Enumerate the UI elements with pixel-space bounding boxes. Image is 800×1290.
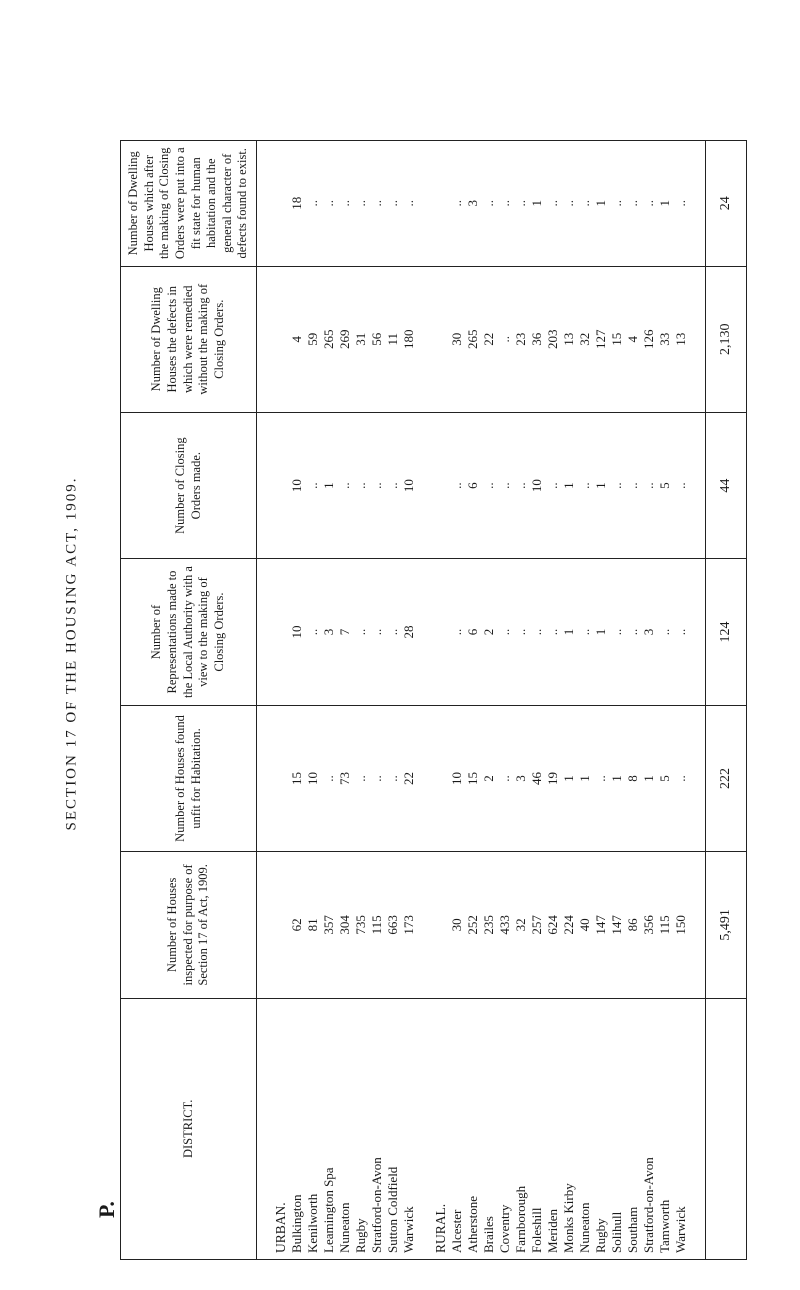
table-cell: 8: [625, 775, 640, 782]
table-cell: 3: [641, 628, 656, 636]
district-name: Kenilworth: [305, 1193, 320, 1253]
table-cell: 265: [465, 329, 480, 349]
group-spacer: [433, 565, 449, 698]
group-spacer: [433, 858, 449, 991]
table-cell: 1: [561, 482, 576, 489]
table-cell: 23: [513, 332, 528, 346]
group-spacer: [273, 147, 289, 260]
table-cell: ..: [497, 200, 512, 207]
table-cell: ..: [305, 200, 320, 207]
header-closing-orders: Number of Closing Orders made.: [121, 412, 257, 558]
table-cell: 28: [401, 625, 416, 639]
group-gap: [417, 147, 433, 260]
district-name: Meriden: [545, 1208, 560, 1253]
table-cell: 22: [481, 332, 496, 346]
header-made-fit: Number of Dwelling Houses which after the making of Closing Orders were put into a fit state for human habitation and the general character of defects found to exist.: [121, 141, 257, 267]
table-cell: 150: [673, 915, 688, 935]
spacer: [257, 565, 273, 698]
table-cell: 357: [321, 915, 336, 935]
total-closing-orders: 44: [706, 412, 747, 558]
table-cell: ..: [321, 775, 336, 782]
table-cell: 10: [289, 479, 304, 493]
table-cell: 252: [465, 915, 480, 935]
group-gap: [417, 1005, 433, 1253]
table-cell: 1: [577, 775, 592, 782]
table-cell: 7: [337, 628, 352, 636]
table-cell: 81: [305, 918, 320, 932]
table-cell: ..: [577, 628, 592, 636]
table-cell: 86: [625, 918, 640, 932]
group-spacer: [433, 147, 449, 260]
table-cell: ..: [625, 482, 640, 489]
table-cell: 5: [657, 775, 672, 782]
group-gap: [417, 565, 433, 698]
table-cell: 10: [449, 771, 464, 785]
group-spacer: [273, 712, 289, 845]
table-cell: 624: [545, 915, 560, 935]
total-made-fit: 24: [706, 141, 747, 267]
table-cell: ..: [481, 482, 496, 489]
table-cell: 31: [353, 332, 368, 346]
table-cell: 30: [449, 332, 464, 346]
table-cell: ..: [449, 200, 464, 207]
district-name: Nuneaton: [337, 1202, 352, 1253]
table-cell: 1: [321, 482, 336, 489]
table-cell: 735: [353, 915, 368, 935]
housing-table-wrapper: [120, 140, 734, 1260]
group-spacer: [273, 273, 289, 406]
table-cell: 15: [465, 771, 480, 785]
table-cell: 1: [593, 200, 608, 207]
district-name: Solihull: [609, 1211, 624, 1253]
group-gap: [689, 712, 705, 845]
district-name: Warwick: [401, 1206, 416, 1253]
table-cell: 10: [401, 479, 416, 493]
table-cell: ..: [385, 775, 400, 782]
table-cell: ..: [641, 200, 656, 207]
total-inspected: 5,491: [706, 852, 747, 998]
table-cell: 56: [369, 332, 384, 346]
table-cell: ..: [513, 200, 528, 207]
district-name: Alcester: [449, 1209, 464, 1253]
group-gap: [689, 273, 705, 406]
table-cell: ..: [369, 775, 384, 782]
spacer: [257, 712, 273, 845]
table-cell: 1: [561, 628, 576, 636]
group-spacer: [433, 273, 449, 406]
table-cell: 13: [673, 332, 688, 346]
table-cell: 173: [401, 915, 416, 935]
group-gap: [417, 712, 433, 845]
district-name: Rugby: [353, 1218, 368, 1253]
totals-row: [706, 141, 747, 1260]
district-name: Stratford-on-Avon: [641, 1157, 656, 1253]
district-name: Leamington Spa: [321, 1167, 336, 1253]
group-label: RURAL.: [433, 1203, 448, 1253]
group-spacer: [273, 419, 289, 552]
table-cell: ..: [369, 628, 384, 636]
table-cell: 1: [609, 775, 624, 782]
table-cell: ..: [353, 775, 368, 782]
table-cell: 180: [401, 329, 416, 349]
table-cell: 22: [401, 771, 416, 785]
group-spacer: [273, 858, 289, 991]
header-row: [121, 141, 257, 1260]
table-cell: 1: [593, 628, 608, 636]
table-cell: 2: [481, 775, 496, 782]
table-cell: ..: [481, 200, 496, 207]
table-cell: 5: [657, 482, 672, 489]
table-cell: ..: [497, 482, 512, 489]
table-cell: 147: [593, 915, 608, 935]
table-cell: ..: [497, 335, 512, 343]
spacer: [257, 419, 273, 552]
header-remedied: Number of Dwelling Houses the defects in which were remedied without the making of Closing Orders.: [121, 266, 257, 412]
table-cell: 3: [321, 628, 336, 636]
district-name: Nuneaton: [577, 1202, 592, 1253]
district-name: Brailes: [481, 1216, 496, 1253]
table-cell: 269: [337, 329, 352, 349]
table-cell: 1: [641, 775, 656, 782]
group-gap: [689, 565, 705, 698]
table-cell: 147: [609, 915, 624, 935]
table-cell: ..: [529, 628, 544, 636]
table-cell: ..: [449, 628, 464, 636]
table-cell: 40: [577, 918, 592, 932]
table-cell: 10: [289, 625, 304, 639]
table-cell: ..: [497, 775, 512, 782]
table-cell: ..: [385, 628, 400, 636]
table-cell: 1: [561, 775, 576, 782]
header-inspected: Number of Houses inspected for purpose of Section 17 of Act, 1909.: [121, 852, 257, 998]
table-cell: ..: [545, 628, 560, 636]
representations-column: [257, 559, 706, 705]
table-cell: ..: [401, 200, 416, 207]
unfit-column: [257, 705, 706, 851]
table-cell: 6: [465, 628, 480, 636]
table-cell: 46: [529, 771, 544, 785]
table-cell: 235: [481, 915, 496, 935]
table-cell: 115: [657, 915, 672, 935]
table-cell: ..: [609, 628, 624, 636]
table-cell: 15: [609, 332, 624, 346]
district-name: Farnborough: [513, 1185, 528, 1253]
table-cell: ..: [673, 628, 688, 636]
district-name: Rugby: [593, 1218, 608, 1253]
table-cell: ..: [369, 200, 384, 207]
closing-orders-column: [257, 412, 706, 558]
table-cell: 2: [481, 628, 496, 636]
table-cell: 203: [545, 329, 560, 349]
table-cell: ..: [577, 482, 592, 489]
table-cell: ..: [385, 482, 400, 489]
table-cell: 115: [369, 915, 384, 935]
table-cell: 36: [529, 332, 544, 346]
table-cell: ..: [673, 775, 688, 782]
table-cell: ..: [353, 628, 368, 636]
table-cell: ..: [625, 200, 640, 207]
table-cell: 30: [449, 918, 464, 932]
header-unfit: Number of Houses found unfit for Habitation.: [121, 705, 257, 851]
table-cell: 33: [657, 332, 672, 346]
table-cell: 13: [561, 332, 576, 346]
header-representations: Number of Representations made to the Local Authority with a view to the making of Closing Orders.: [121, 559, 257, 705]
table-cell: ..: [385, 200, 400, 207]
group-gap: [417, 419, 433, 552]
table-cell: ..: [337, 482, 352, 489]
district-name: Warwick: [673, 1206, 688, 1253]
district-name: Monks Kirby: [561, 1183, 576, 1253]
table-cell: 32: [513, 918, 528, 932]
table-cell: 18: [289, 196, 304, 210]
table-cell: ..: [449, 482, 464, 489]
table-cell: ..: [625, 628, 640, 636]
table-cell: ..: [305, 628, 320, 636]
table-cell: 224: [561, 915, 576, 935]
header-district: DISTRICT.: [121, 998, 257, 1259]
group-label: URBAN.: [273, 1202, 288, 1253]
table-cell: 3: [465, 200, 480, 207]
table-cell: 15: [289, 771, 304, 785]
table-cell: 10: [529, 479, 544, 493]
table-cell: ..: [353, 482, 368, 489]
table-cell: ..: [577, 200, 592, 207]
table-cell: 19: [545, 771, 560, 785]
page-heading: SECTION 17 OF THE HOUSING ACT, 1909.: [63, 476, 80, 831]
table-cell: 4: [625, 335, 640, 343]
table-cell: 59: [305, 332, 320, 346]
inspected-column: [257, 852, 706, 998]
total-unfit: 222: [706, 705, 747, 851]
table-cell: ..: [497, 628, 512, 636]
spacer: [257, 147, 273, 260]
table-cell: ..: [593, 775, 608, 782]
district-name: Bulkington: [289, 1194, 304, 1253]
table-cell: 73: [337, 771, 352, 785]
table-cell: 304: [337, 915, 352, 935]
table-cell: 3: [513, 775, 528, 782]
district-name: Atherstone: [465, 1195, 480, 1253]
district-name: Southam: [625, 1206, 640, 1253]
table-cell: ..: [545, 200, 560, 207]
housing-inspection-table: [120, 140, 747, 1260]
corner-mark: P.: [94, 1201, 119, 1218]
total-representations: 124: [706, 559, 747, 705]
table-cell: 4: [289, 335, 304, 343]
table-cell: 663: [385, 915, 400, 935]
group-spacer: [273, 565, 289, 698]
table-cell: 6: [465, 482, 480, 489]
total-remedied: 2,130: [706, 266, 747, 412]
group-gap: [417, 273, 433, 406]
totals-label-cell: [706, 998, 747, 1259]
group-gap: [689, 1005, 705, 1253]
district-name: Stratford-on-Avon: [369, 1157, 384, 1253]
table-cell: ..: [305, 482, 320, 489]
table-cell: ..: [673, 482, 688, 489]
spacer: [257, 858, 273, 991]
spacer: [257, 273, 273, 406]
table-cell: ..: [673, 200, 688, 207]
table-cell: 433: [497, 915, 512, 935]
table-cell: 257: [529, 915, 544, 935]
table-cell: ..: [353, 200, 368, 207]
group-spacer: [433, 419, 449, 552]
made-fit-column: [257, 141, 706, 267]
table-cell: 62: [289, 918, 304, 932]
table-cell: 1: [657, 200, 672, 207]
table-cell: ..: [513, 482, 528, 489]
group-spacer: [433, 712, 449, 845]
table-cell: 1: [593, 482, 608, 489]
district-name: Tamworth: [657, 1199, 672, 1253]
table-cell: 11: [385, 332, 400, 346]
table-cell: ..: [641, 482, 656, 489]
table-cell: 356: [641, 915, 656, 935]
table-cell: 126: [641, 329, 656, 349]
table-cell: ..: [545, 482, 560, 489]
district-name: Sutton Coldfield: [385, 1166, 400, 1253]
spacer: [257, 1005, 273, 1253]
table-cell: 32: [577, 332, 592, 346]
remedied-column: [257, 266, 706, 412]
table-cell: 127: [593, 329, 608, 349]
group-gap: [689, 147, 705, 260]
table-cell: 265: [321, 329, 336, 349]
table-cell: 10: [305, 771, 320, 785]
group-gap: [689, 858, 705, 991]
group-gap: [417, 858, 433, 991]
table-cell: ..: [321, 200, 336, 207]
district-column: [257, 998, 706, 1259]
group-gap: [689, 419, 705, 552]
district-name: Foleshill: [529, 1207, 544, 1253]
table-cell: ..: [369, 482, 384, 489]
table-cell: 1: [529, 200, 544, 207]
table-cell: ..: [513, 628, 528, 636]
table-cell: ..: [609, 200, 624, 207]
table-cell: ..: [657, 628, 672, 636]
table-cell: ..: [561, 200, 576, 207]
table-cell: ..: [609, 482, 624, 489]
district-name: Coventry: [497, 1204, 512, 1253]
table-cell: ..: [337, 200, 352, 207]
table-body-row: [257, 141, 706, 1260]
